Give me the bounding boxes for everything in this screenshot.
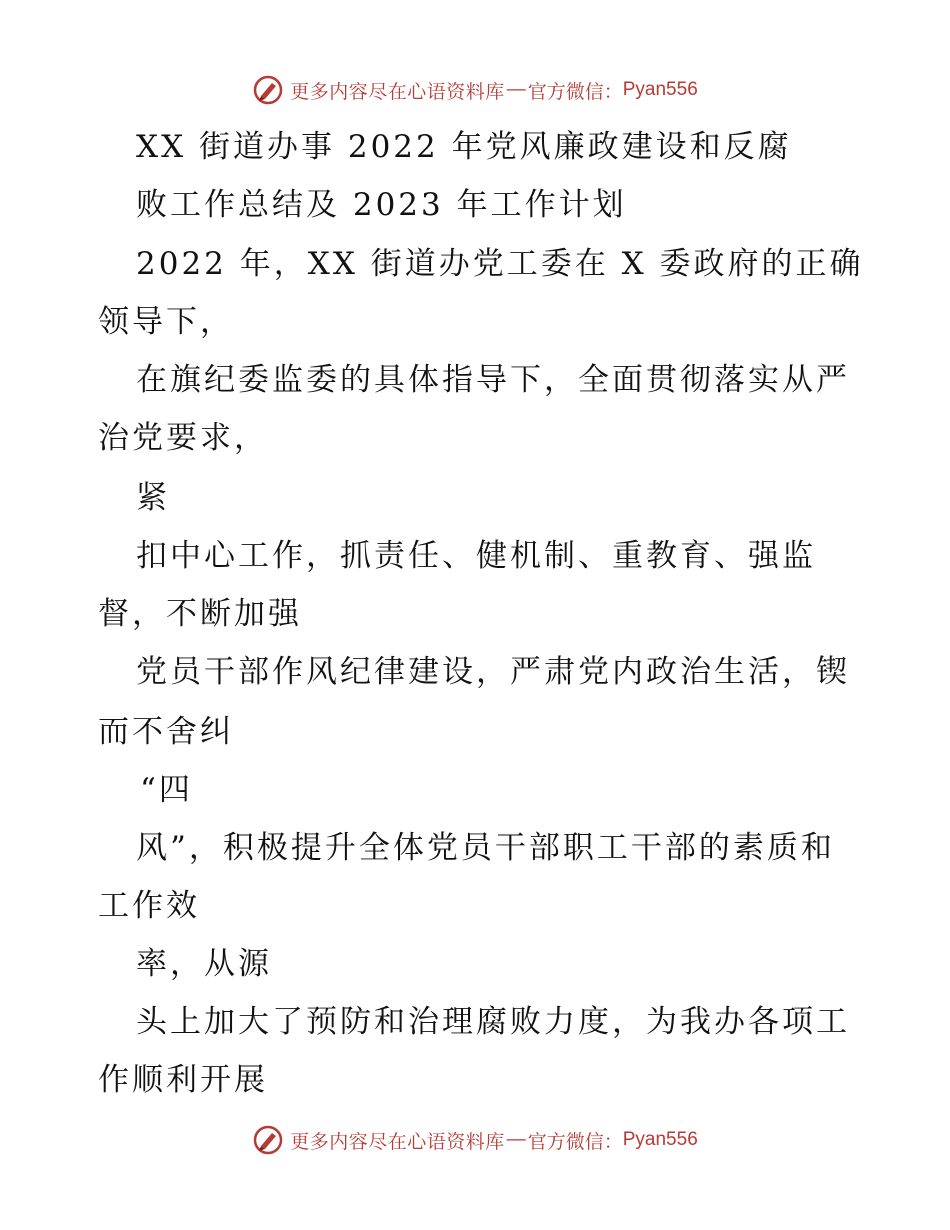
paragraph-line: 头上加大了预防和治理腐败力度，为我办各项工 — [136, 1004, 850, 1040]
paragraph-line: 扣中心工作，抓责任、健机制、重教育、强监 — [136, 538, 816, 574]
paragraph-line: 而不舍纠 — [98, 714, 234, 750]
footer-banner — [0, 1120, 950, 1160]
paragraph-line: 在旗纪委监委的具体指导下，全面贯彻落实从严 — [136, 362, 850, 398]
paragraph-line: 紧 — [136, 480, 170, 516]
banner-promo-text: 更多内容尽在心语资料库 — [290, 80, 505, 103]
banner-separator: — — [506, 1129, 526, 1150]
document-title-line-1: XX 街道办事 2022 年党风廉政建设和反腐 — [136, 129, 792, 165]
paragraph-line: 党员干部作风纪律建设，严肃党内政治生活，锲 — [136, 654, 850, 690]
paragraph-line: 督，不断加强 — [98, 596, 302, 632]
paragraph-line: 2022 年，XX 街道办党工委在 X 委政府的正确 — [136, 246, 864, 282]
paragraph-line: 作顺利开展 — [98, 1062, 268, 1098]
banner-wechat-handle: Pyan556 — [622, 1129, 698, 1150]
banner-wechat-label: 官方微信： — [527, 80, 623, 103]
header-banner — [0, 70, 950, 110]
banner-promo-text: 更多内容尽在心语资料库 — [290, 1130, 505, 1153]
pen-logo-icon — [252, 74, 284, 106]
pen-logo-icon — [252, 1124, 284, 1156]
banner-wechat-handle: Pyan556 — [622, 79, 698, 100]
banner-wechat-label: 官方微信： — [527, 1130, 623, 1153]
paragraph-line: 领导下， — [98, 304, 234, 340]
paragraph-line: 治党要求， — [98, 420, 268, 456]
document-title-line-2: 败工作总结及 2023 年工作计划 — [136, 187, 627, 223]
paragraph-line: 率，从源 — [136, 946, 272, 982]
paragraph-line: 工作效 — [98, 888, 200, 924]
paragraph-line: 风”，积极提升全体党员干部职工干部的素质和 — [136, 830, 835, 866]
paragraph-line: “四 — [140, 772, 193, 808]
banner-separator: — — [506, 79, 526, 100]
